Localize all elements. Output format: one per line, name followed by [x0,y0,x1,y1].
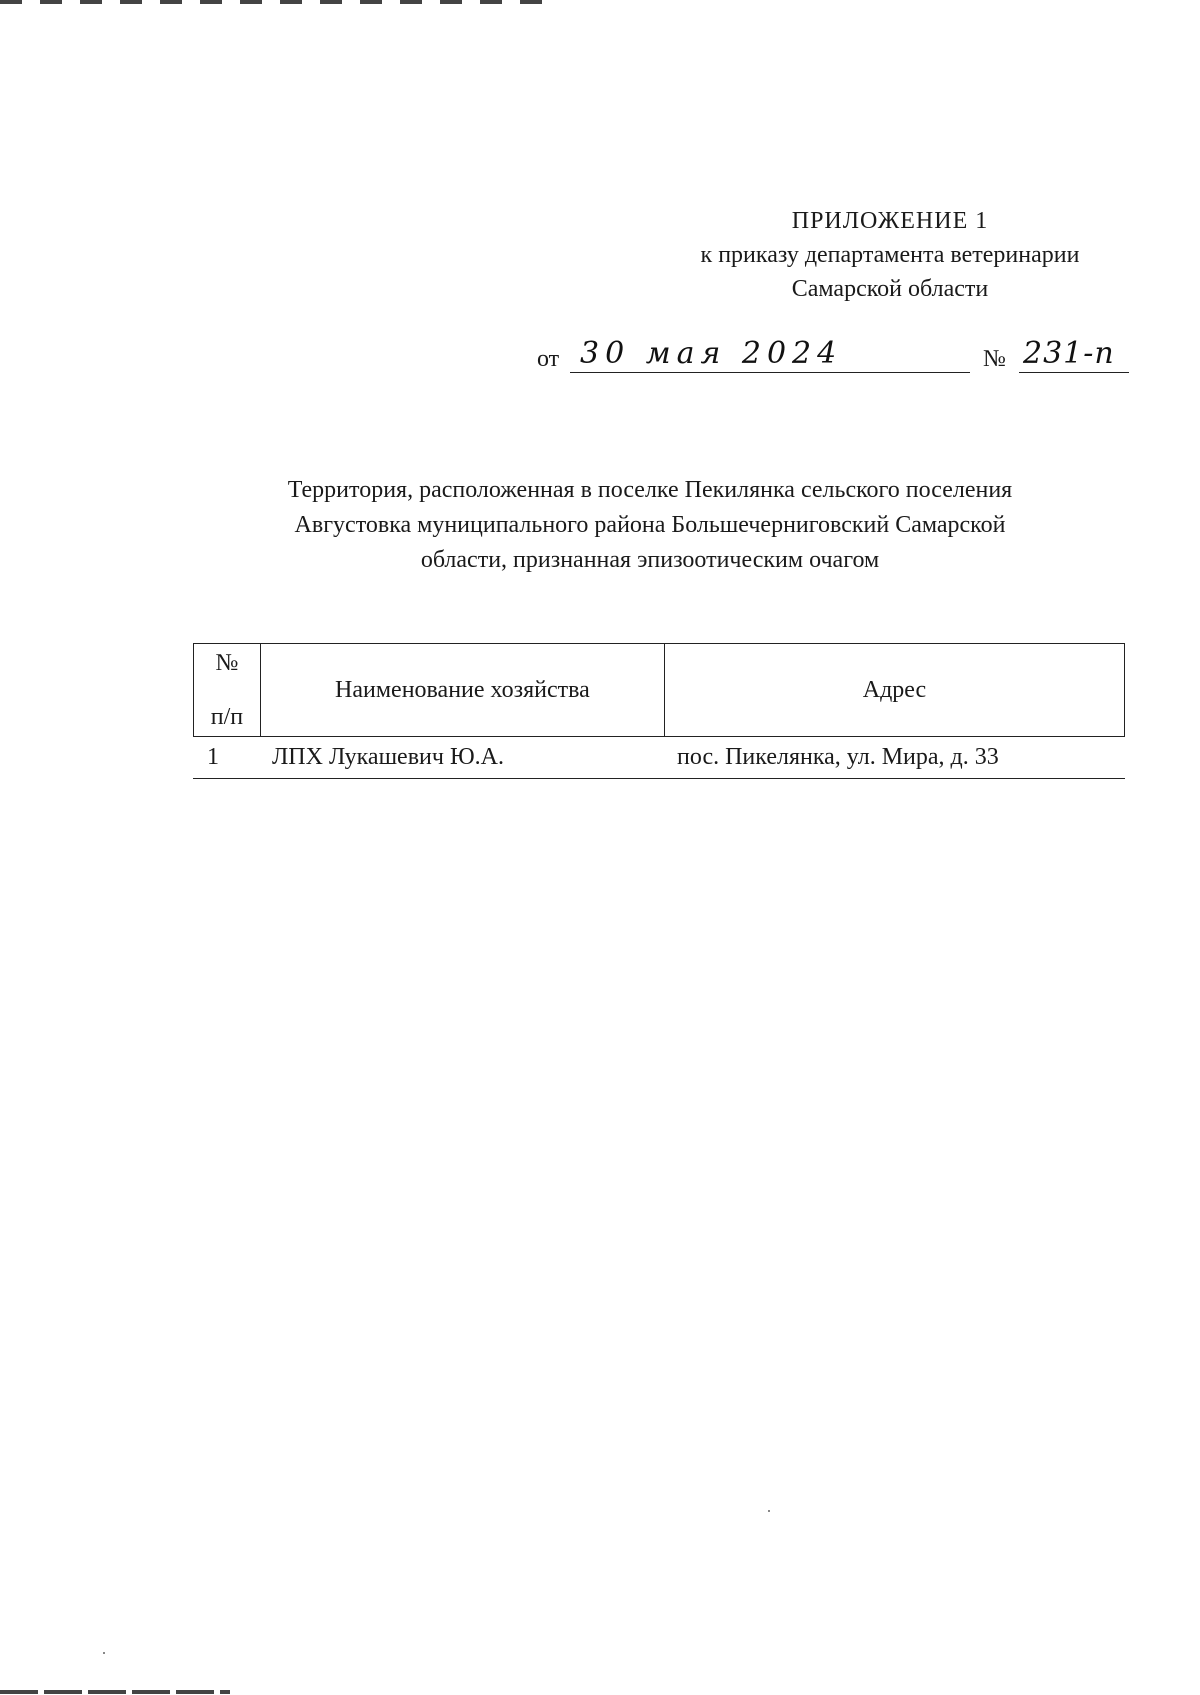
order-date-handwritten: 30 мая 2024 [580,336,843,371]
table-row [193,737,1125,779]
appendix-header [640,204,1140,306]
appendix-title: ПРИЛОЖЕНИЕ 1 [791,208,989,234]
row-number: 1 [207,744,219,770]
appendix-subtitle-line: к приказу департамента ветеринарии [700,242,1080,268]
document-title-line: области, признанная эпизоотическим очагом [420,547,880,573]
scan-speck [103,1652,105,1654]
column-header-number-sign: № [215,650,239,676]
order-number-handwritten: 231-п [1023,336,1115,371]
appendix-subtitle-line: Самарской области [791,276,989,302]
document-title [150,473,1150,578]
scan-dash-bottom [0,1690,230,1694]
row-address: пос. Пикелянка, ул. Мира, д. 33 [677,744,999,770]
document-title-line: Территория, расположенная в поселке Пекилянка сельского поселения [287,477,1013,503]
scan-speck [768,1510,770,1512]
order-reference [537,336,1137,380]
table-header [193,643,1125,737]
order-date-prefix: от [537,346,560,372]
order-number-field [1019,336,1129,373]
column-header-name: Наименование хозяйства [261,644,665,736]
scan-dash-top [0,0,545,4]
column-header-address: Адрес [862,676,927,703]
order-number-sign: № [983,346,1006,372]
row-farm-name: ЛПХ Лукашевич Ю.А. [272,744,504,770]
column-header-number-abbr: п/п [210,704,244,730]
document-title-line: Августовка муниципального района Большечерниговский Самарской [294,512,1006,538]
farms-table [193,643,1125,779]
column-header-number [194,644,261,736]
order-date-field [570,336,970,373]
